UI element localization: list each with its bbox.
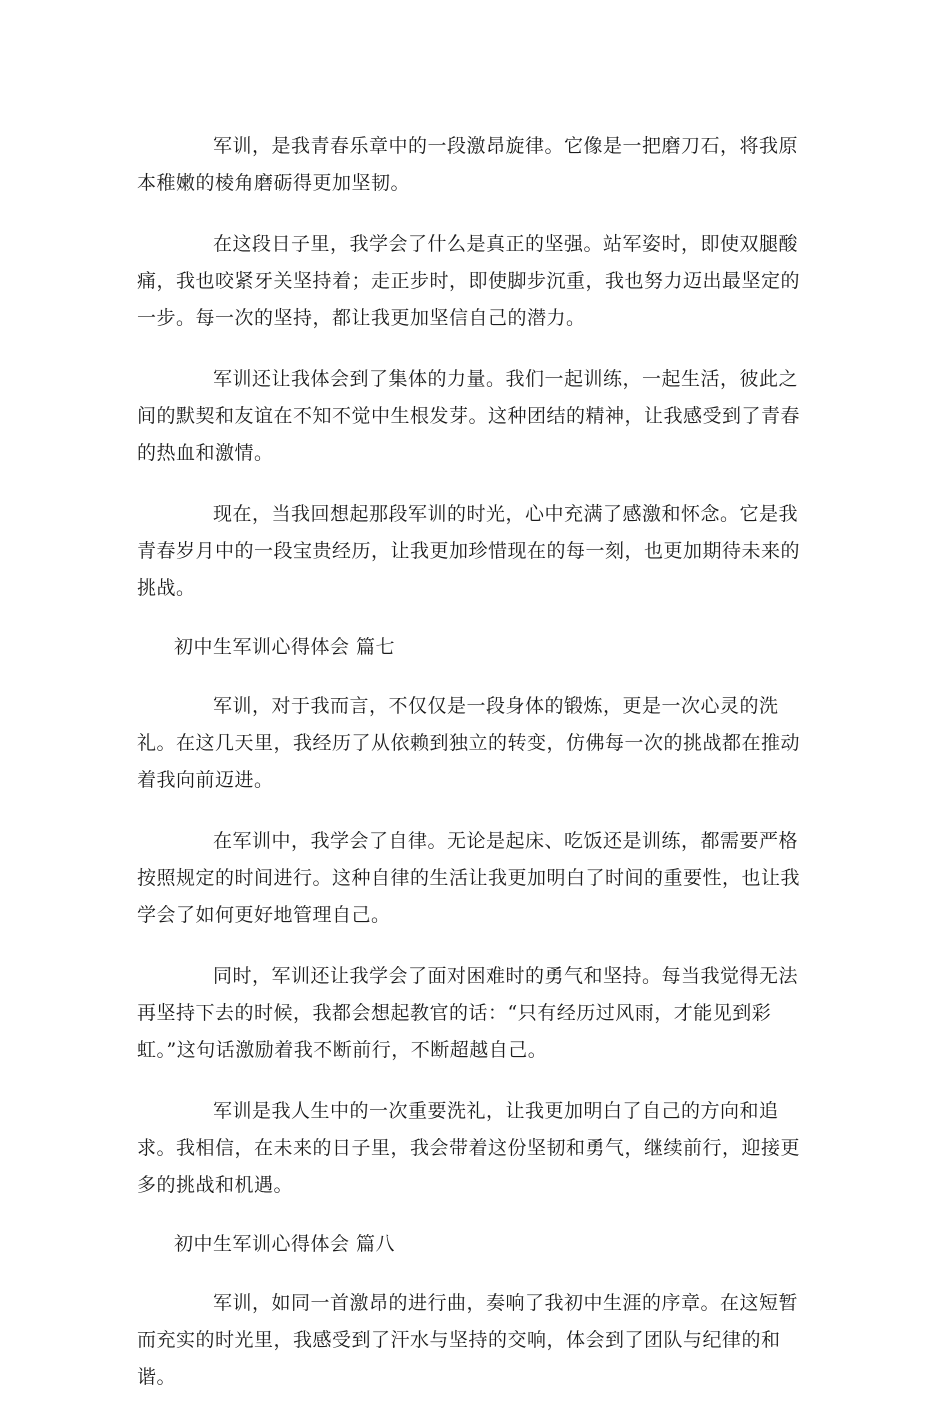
paragraph: 军训，对于我而言，不仅仅是一段身体的锻炼，更是一次心灵的洗礼。在这几天里，我经历了从依赖到独立的转变，仿佛每一次的挑战都在推动着我向前迈进。 <box>137 695 801 791</box>
paragraph: 军训，是我青春乐章中的一段激昂旋律。它像是一把磨刀石，将我原本稚嫩的棱角磨砺得更加坚韧。 <box>137 135 799 194</box>
section-heading-8: 初中生军训心得体会 篇八 <box>174 1233 396 1255</box>
paragraph: 在军训中，我学会了自律。无论是起床、吃饭还是训练，都需要严格按照规定的时间进行。这种自律的生活让我更加明白了时间的重要性，也让我学会了如何更好地管理自己。 <box>137 830 801 926</box>
document-body <box>137 128 817 1420</box>
paragraph: 现在，当我回想起那段军训的时光，心中充满了感激和怀念。它是我青春岁月中的一段宝贵经历，让我更加珍惜现在的每一刻，也更加期待未来的挑战。 <box>137 503 801 599</box>
paragraph: 军训是我人生中的一次重要洗礼，让我更加明白了自己的方向和追求。我相信，在未来的日子里，我会带着这份坚韧和勇气，继续前行，迎接更多的挑战和机遇。 <box>137 1100 801 1196</box>
paragraph: 军训，如同一首激昂的进行曲，奏响了我初中生涯的序章。在这短暂而充实的时光里，我感受到了汗水与坚持的交响，体会到了团队与纪律的和谐。 <box>137 1292 799 1388</box>
paragraph: 同时，军训还让我学会了面对困难时的勇气和坚持。每当我觉得无法再坚持下去的时候，我都会想起教官的话：“只有经历过风雨，才能见到彩虹。”这句话激励着我不断前行，不断超越自己。 <box>137 965 799 1061</box>
paragraph: 军训还让我体会到了集体的力量。我们一起训练，一起生活，彼此之间的默契和友谊在不知不觉中生根发芽。这种团结的精神，让我感受到了青春的热血和激情。 <box>137 368 801 464</box>
section-heading-7: 初中生军训心得体会 篇七 <box>174 636 396 658</box>
paragraph: 在这段日子里，我学会了什么是真正的坚强。站军姿时，即使双腿酸痛，我也咬紧牙关坚持着；走正步时，即使脚步沉重，我也努力迈出最坚定的一步。每一次的坚持，都让我更加坚信自己的潜力。 <box>137 233 801 329</box>
